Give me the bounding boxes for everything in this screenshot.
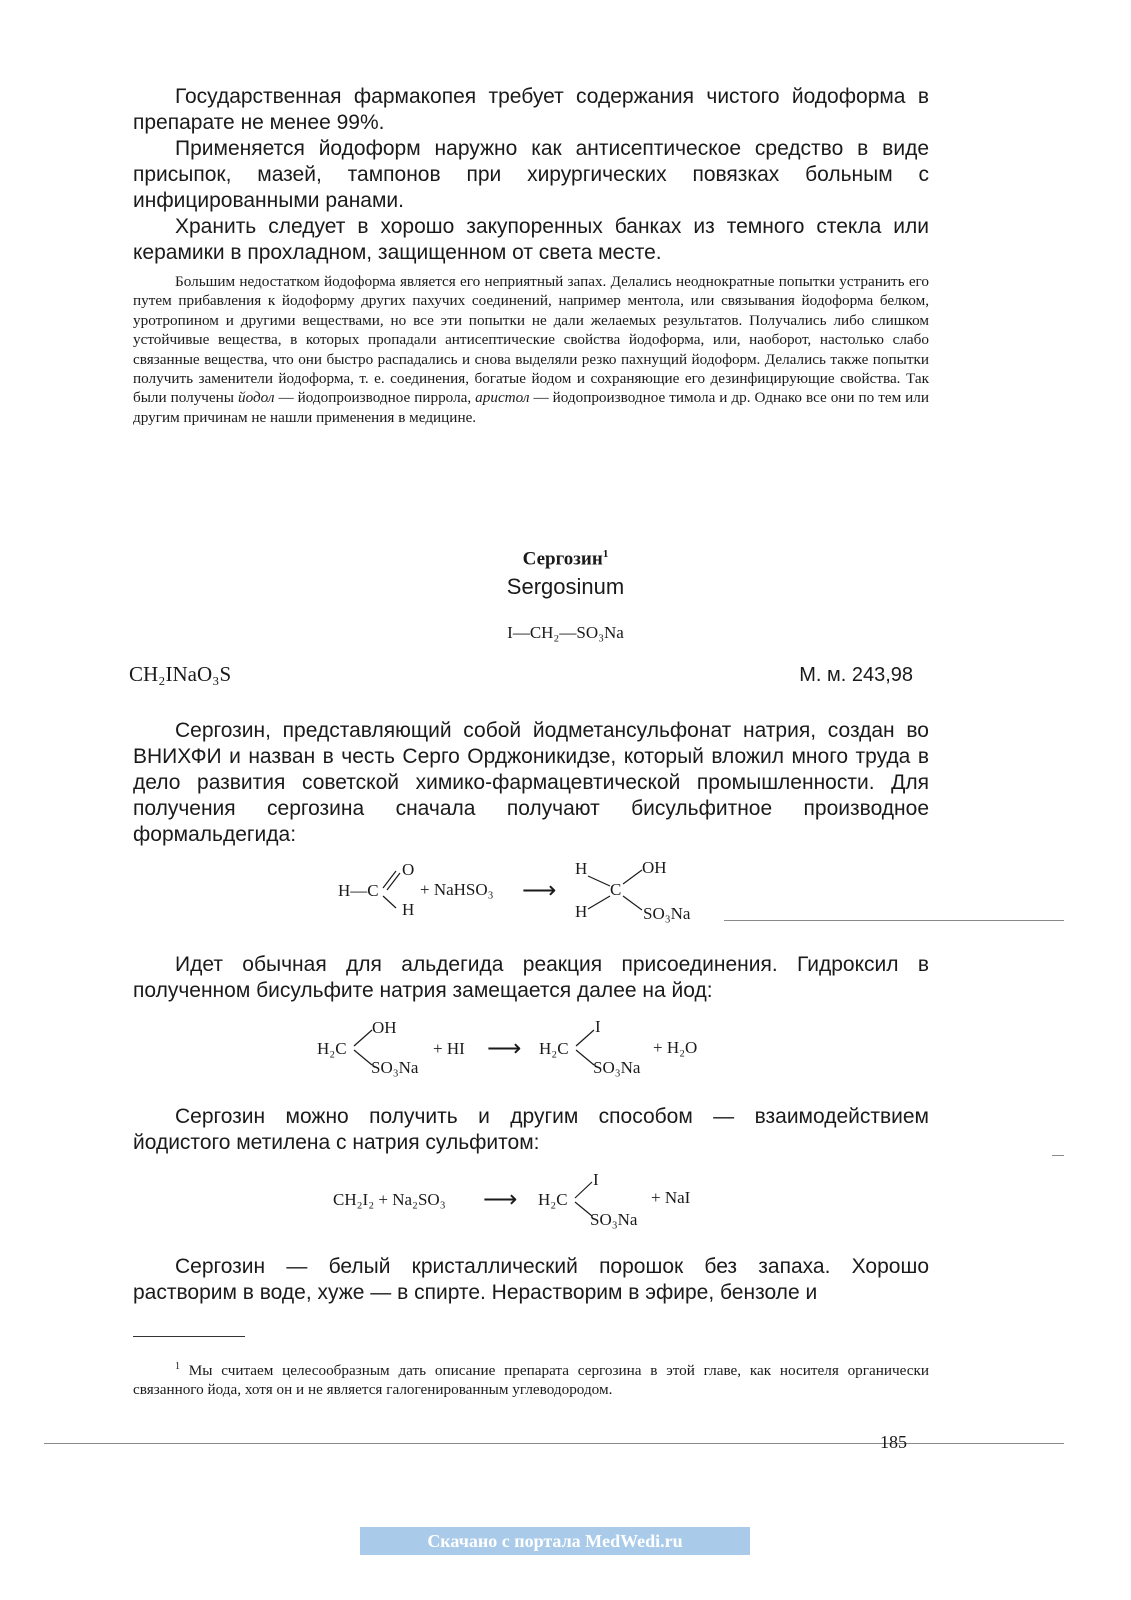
top-text-block — [133, 84, 929, 266]
paragraph: Сергозин можно получить и другим способом — взаимодействием йодистого метилена с натрия сульфитом: — [133, 1105, 929, 1154]
aldehyde-hc: H—C — [338, 881, 379, 900]
product-so3na: SO₃Na — [593, 1058, 641, 1077]
reaction-arrow: ⟶ — [483, 1187, 518, 1213]
paragraph: Сергозин, представляющий собой йодметансульфонат натрия, создан во ВНИХФИ и назван в честь Серго Орджоникидзе, который вложил много труда в дело развития советской химико-фармацевтической промышленности. Для получения сергозина сначала получают бисульфитное производное формальдегида: — [133, 719, 929, 846]
molecular-formula: CH₂INaO₃S — [129, 662, 232, 686]
paragraph: Государственная фармакопея требует содержания чистого йодоформа в препарате не менее 99%. — [133, 85, 929, 134]
watermark-banner: Скачано с портала MedWedi.ru — [360, 1527, 750, 1555]
bottom-rule — [44, 1443, 1064, 1444]
note-text: Большим недостатком йодоформа является его неприятный запах. Делались неоднократные попытки устранить его путем прибавления к йодоформу других пахучих соединений, например ментола, или связывания йодоформа белком, уротропином и другими веществами, но все эти попытки не дали желаемых результатов. Получались либо слишком устойчивые вещества, в которых пропадали антисептические свойства йодоформа, или, наоборот, настолько слабо связанные вещества, что они быстро распадались и снова выделяли резко пахнущий йодоформ. Делались также попытки получить заменители йодоформа, т. е. соединения, богатые йодом и сохраняющие его дезинфицирующие свойства. Так были получены — [133, 273, 929, 407]
paragraph: Идет обычная для альдегида реакция присоединения. Гидроксил в полученном бисульфите натрия замещается далее на йод: — [133, 953, 929, 1002]
footnote-rule — [133, 1336, 245, 1337]
small-print-note — [133, 272, 929, 427]
product-h-upper: H — [575, 859, 588, 878]
product-h2o: + H₂O — [653, 1038, 698, 1057]
page-number: 185 — [880, 1432, 907, 1452]
product-i: I — [595, 1017, 601, 1036]
reactant-so3na: SO₃Na — [371, 1058, 419, 1077]
product-h-lower: H — [575, 902, 588, 921]
reaction-1 — [330, 856, 710, 926]
drug-title — [0, 548, 1131, 570]
product-c: C — [610, 880, 622, 899]
footnote-ref: 1 — [602, 548, 609, 560]
footnote-paragraph — [133, 1357, 929, 1399]
note-text: — йодопроизводное тимола и др. Однако все они по тем или другим причинам не нашли применения в медицине. — [133, 389, 929, 426]
props-text-block — [133, 1254, 929, 1306]
molecular-mass: М. м. 243,98 — [799, 664, 913, 686]
product-h2c: H₂C — [538, 1190, 568, 1209]
reaction-arrow: ⟶ — [522, 878, 557, 904]
drug-title-ru: Сергозин — [522, 548, 603, 570]
divider-line — [724, 920, 1064, 921]
drug-title-latin: Sergosinum — [506, 574, 625, 599]
reaction-arrow: ⟶ — [487, 1036, 522, 1062]
reagent-hi: + HI — [433, 1039, 465, 1058]
divider-mark — [1052, 1155, 1064, 1156]
mid-text-block — [133, 952, 929, 1004]
product-oh: OH — [642, 858, 667, 877]
product-so3na: SO₃Na — [590, 1210, 638, 1229]
product-nai: + NaI — [651, 1188, 691, 1207]
reaction-3 — [333, 1170, 723, 1234]
paragraph: Сергозин — белый кристаллический порошок без запаха. Хорошо растворим в воде, хуже — в спирте. Нерастворим в эфире, бензоле и — [133, 1255, 929, 1304]
product-i: I — [593, 1170, 599, 1189]
reactant-oh: OH — [372, 1018, 397, 1037]
aristol-term: аристол — [475, 389, 530, 407]
product-so3na: SO₃Na — [643, 904, 691, 923]
intro-text-block — [133, 718, 929, 848]
footnote — [133, 1357, 929, 1399]
footnote-mark: 1 — [175, 1361, 180, 1372]
reactants: CH₂I₂ + Na₂SO₃ — [333, 1190, 446, 1209]
product-h2c: H₂C — [539, 1039, 569, 1058]
structural-formula: I—CH₂—SO₃Na — [507, 623, 624, 642]
reactant-h2c: H₂C — [317, 1039, 347, 1058]
aldehyde-o: O — [402, 860, 415, 879]
footnote-text: Мы считаем целесообразным дать описание препарата сергозина в этой главе, как носителя органически связанного йода, хотя он и не является галогенированным углеводородом. — [133, 1362, 929, 1399]
note-paragraph — [133, 272, 929, 427]
alt-text-block — [133, 1104, 929, 1156]
iodol-term: йодол — [237, 389, 275, 407]
paragraph: Хранить следует в хорошо закупоренных банках из темного стекла или керамики в прохладном, защищенном от света месте. — [133, 215, 929, 264]
reagent-nahso3: + NaHSO₃ — [420, 880, 494, 899]
note-text: — йодопроизводное пиррола, — [274, 389, 476, 407]
paragraph: Применяется йодоформ наружно как антисептическое средство в виде присыпок, мазей, тампонов при хирургических повязках больным с инфицированными ранами. — [133, 137, 929, 212]
aldehyde-h: H — [402, 900, 415, 919]
reaction-2 — [317, 1016, 737, 1080]
